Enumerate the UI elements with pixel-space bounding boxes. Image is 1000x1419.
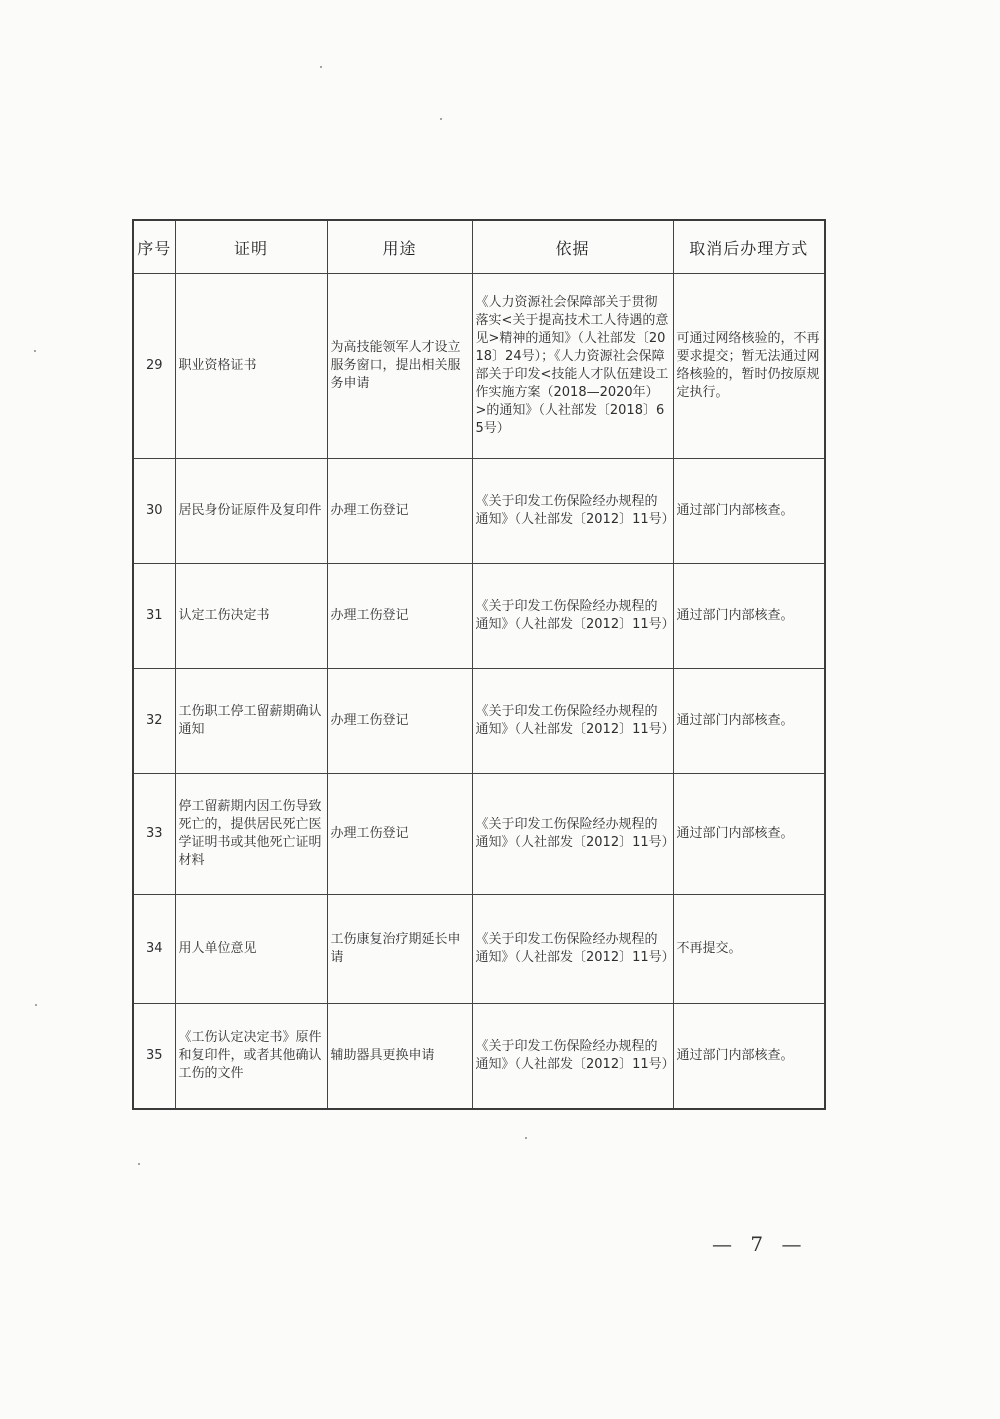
table-header-row bbox=[133, 220, 825, 274]
row-number: 30 bbox=[133, 459, 175, 564]
row-proof: 居民身份证原件及复印件 bbox=[175, 459, 327, 564]
header-proof: 证明 bbox=[175, 220, 327, 274]
row-proof: 《工伤认定决定书》原件和复印件，或者其他确认工伤的文件 bbox=[175, 1004, 327, 1110]
header-serial-number: 序号 bbox=[133, 220, 175, 274]
table-row bbox=[133, 895, 825, 1004]
row-usage: 办理工伤登记 bbox=[327, 669, 472, 774]
header-basis: 依据 bbox=[472, 220, 673, 274]
header-method-after-cancellation: 取消后办理方式 bbox=[673, 220, 825, 274]
row-basis: 《人力资源社会保障部关于贯彻落实<关于提高技术工人待遇的意见>精神的通知》（人社部发〔2018〕24号）；《人力资源社会保障部关于印发<技能人才队伍建设工作实施方案（2018—2020年）>的通知》（人社部发〔2018〕65号） bbox=[472, 274, 673, 459]
scan-speck bbox=[34, 350, 36, 352]
row-method: 通过部门内部核查。 bbox=[673, 459, 825, 564]
row-number: 32 bbox=[133, 669, 175, 774]
row-proof: 职业资格证书 bbox=[175, 274, 327, 459]
row-usage: 办理工伤登记 bbox=[327, 774, 472, 895]
page-number: — 7 — bbox=[712, 1232, 808, 1256]
row-usage: 辅助器具更换申请 bbox=[327, 1004, 472, 1110]
row-method: 不再提交。 bbox=[673, 895, 825, 1004]
header-usage: 用途 bbox=[327, 220, 472, 274]
row-method: 可通过网络核验的，不再要求提交；暂无法通过网络核验的，暂时仍按原规定执行。 bbox=[673, 274, 825, 459]
row-number: 35 bbox=[133, 1004, 175, 1110]
row-usage: 工伤康复治疗期延长申请 bbox=[327, 895, 472, 1004]
scan-speck bbox=[35, 1004, 37, 1006]
table-row bbox=[133, 774, 825, 895]
table-row bbox=[133, 274, 825, 459]
row-basis: 《关于印发工伤保险经办规程的通知》（人社部发〔2012〕11号） bbox=[472, 669, 673, 774]
row-basis: 《关于印发工伤保险经办规程的通知》（人社部发〔2012〕11号） bbox=[472, 774, 673, 895]
table-row bbox=[133, 459, 825, 564]
scan-speck bbox=[440, 118, 442, 120]
row-proof: 认定工伤决定书 bbox=[175, 564, 327, 669]
table-row bbox=[133, 564, 825, 669]
table-row bbox=[133, 669, 825, 774]
row-number: 31 bbox=[133, 564, 175, 669]
scan-speck bbox=[525, 1137, 527, 1139]
row-basis: 《关于印发工伤保险经办规程的通知》（人社部发〔2012〕11号） bbox=[472, 564, 673, 669]
scan-speck bbox=[138, 1163, 140, 1165]
row-basis: 《关于印发工伤保险经办规程的通知》（人社部发〔2012〕11号） bbox=[472, 459, 673, 564]
row-basis: 《关于印发工伤保险经办规程的通知》（人社部发〔2012〕11号） bbox=[472, 895, 673, 1004]
row-number: 34 bbox=[133, 895, 175, 1004]
certificate-table bbox=[132, 219, 826, 1110]
row-method: 通过部门内部核查。 bbox=[673, 774, 825, 895]
row-method: 通过部门内部核查。 bbox=[673, 1004, 825, 1110]
scan-speck bbox=[320, 66, 322, 68]
row-method: 通过部门内部核查。 bbox=[673, 564, 825, 669]
row-basis: 《关于印发工伤保险经办规程的通知》（人社部发〔2012〕11号） bbox=[472, 1004, 673, 1110]
row-usage: 办理工伤登记 bbox=[327, 459, 472, 564]
row-proof: 用人单位意见 bbox=[175, 895, 327, 1004]
row-usage: 办理工伤登记 bbox=[327, 564, 472, 669]
row-usage: 为高技能领军人才设立服务窗口，提出相关服务申请 bbox=[327, 274, 472, 459]
table-row bbox=[133, 1004, 825, 1110]
row-method: 通过部门内部核查。 bbox=[673, 669, 825, 774]
row-proof: 工伤职工停工留薪期确认通知 bbox=[175, 669, 327, 774]
row-number: 29 bbox=[133, 274, 175, 459]
row-proof: 停工留薪期内因工伤导致死亡的，提供居民死亡医学证明书或其他死亡证明材料 bbox=[175, 774, 327, 895]
row-number: 33 bbox=[133, 774, 175, 895]
